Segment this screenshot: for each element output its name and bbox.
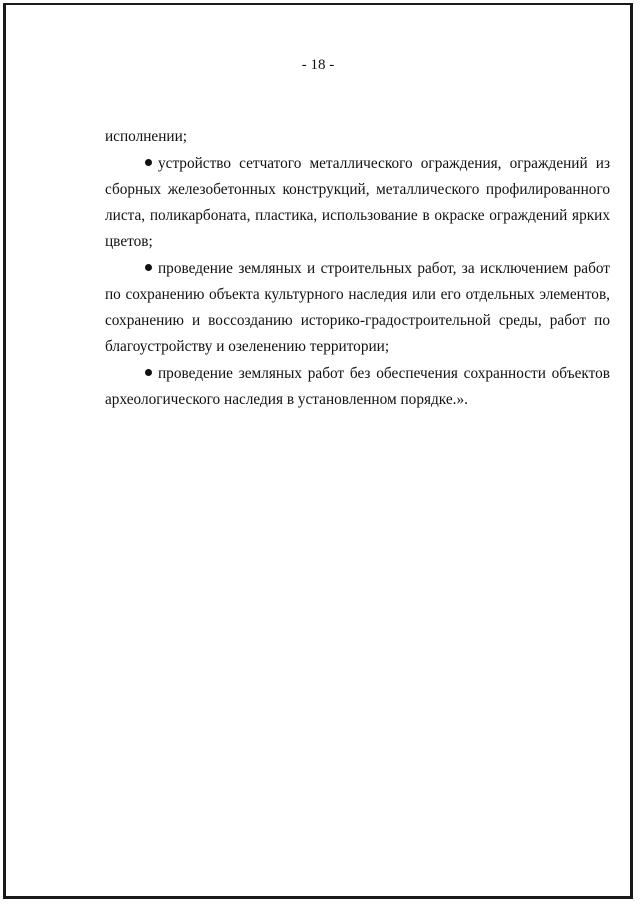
bullet-item-text: проведение земляных работ без обеспечения сохранности объектов археологического наследия в установленном порядке.».: [105, 365, 610, 408]
bullet-item: [105, 256, 610, 360]
bullet-item-text: устройство сетчатого металлического ограждения, ограждений из сборных железобетонных конструкций, металлического профилированного листа, поликарбоната, пластика, использование в окраске ограждений ярких цветов;: [105, 155, 610, 250]
bullet-icon: [145, 159, 152, 166]
bullet-item: [105, 361, 610, 413]
paragraph-continuation: исполнении;: [105, 128, 188, 145]
bullet-icon: [145, 369, 152, 376]
document-page: [3, 3, 633, 899]
bullet-item-text: проведение земляных и строительных работ, за исключением работ по сохранению объекта культурного наследия или его отдельных элементов, сохранению и воссозданию историко-градостроительной среды, работ по благоустройству и озеленению территории;: [105, 260, 610, 355]
document-body: [105, 124, 610, 414]
page-number: - 18 -: [301, 57, 335, 73]
bullet-item: [105, 151, 610, 255]
bullet-icon: [145, 264, 152, 271]
